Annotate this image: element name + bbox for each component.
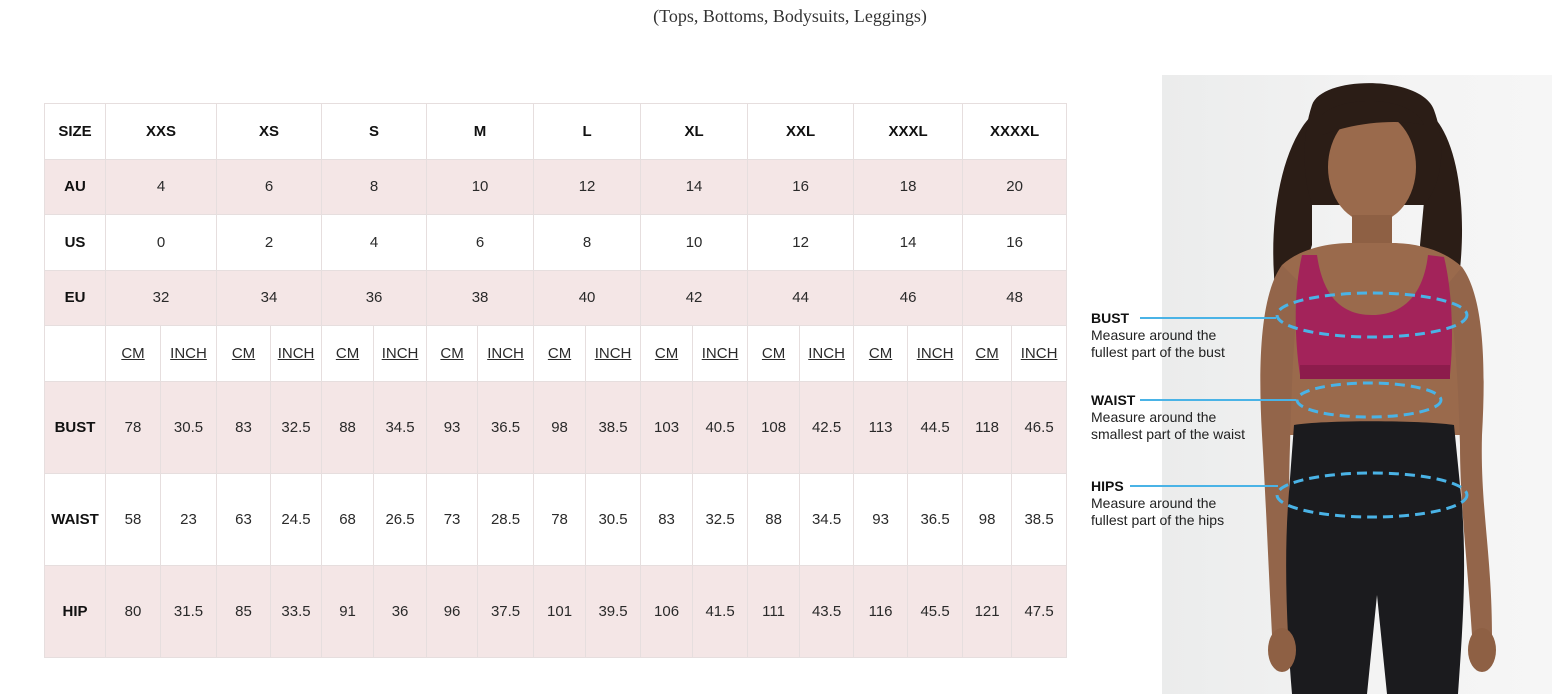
model-photo	[1162, 75, 1552, 694]
table-cell: 8	[534, 215, 641, 271]
table-cell: 34	[217, 270, 322, 326]
table-cell: 96	[427, 565, 478, 657]
table-cell: 106	[641, 565, 693, 657]
row-label: WAIST	[45, 473, 106, 565]
table-cell: 36.5	[908, 473, 963, 565]
table-cell: 6	[427, 215, 534, 271]
table-cell: 116	[854, 565, 908, 657]
bust-row	[45, 381, 1067, 473]
unit-inch: INCH	[1012, 326, 1067, 382]
table-cell: 30.5	[161, 381, 217, 473]
table-cell: 40	[534, 270, 641, 326]
table-cell: 45.5	[908, 565, 963, 657]
waist-leader-line	[1140, 399, 1296, 401]
table-cell: 39.5	[586, 565, 641, 657]
size-label: XS	[217, 104, 322, 160]
table-cell: 108	[748, 381, 800, 473]
unit-inch: INCH	[908, 326, 963, 382]
table-cell: 88	[322, 381, 374, 473]
table-cell: 32	[106, 270, 217, 326]
table-cell: 85	[217, 565, 271, 657]
table-cell: 6	[217, 159, 322, 215]
bust-guide-line1: Measure around the	[1091, 327, 1217, 343]
table-cell: 38.5	[586, 381, 641, 473]
size-corner-label: SIZE	[45, 104, 106, 160]
table-cell: 32.5	[271, 381, 322, 473]
model-figure-illustration	[1162, 75, 1552, 694]
table-cell: 31.5	[161, 565, 217, 657]
table-cell: 10	[641, 215, 748, 271]
row-label: HIP	[45, 565, 106, 657]
table-cell: 46.5	[1012, 381, 1067, 473]
unit-cm: CM	[641, 326, 693, 382]
waist-guide-line2: smallest part of the waist	[1091, 426, 1246, 442]
table-cell: 38	[427, 270, 534, 326]
bust-guide-title: BUST	[1091, 310, 1130, 326]
table-cell: 103	[641, 381, 693, 473]
bust-leader-line	[1140, 317, 1276, 319]
table-cell: 16	[963, 215, 1067, 271]
table-cell: 24.5	[271, 473, 322, 565]
row-label: US	[45, 215, 106, 271]
table-cell: 118	[963, 381, 1012, 473]
unit-inch: INCH	[271, 326, 322, 382]
table-cell: 14	[854, 215, 963, 271]
unit-inch: INCH	[800, 326, 854, 382]
table-cell: 73	[427, 473, 478, 565]
table-cell: 34.5	[374, 381, 427, 473]
unit-cm: CM	[748, 326, 800, 382]
table-cell: 78	[106, 381, 161, 473]
table-cell: 40.5	[693, 381, 748, 473]
table-cell: 83	[641, 473, 693, 565]
table-cell: 101	[534, 565, 586, 657]
table-cell: 78	[534, 473, 586, 565]
unit-cm: CM	[217, 326, 271, 382]
table-cell: 43.5	[800, 565, 854, 657]
bust-guide-line2: fullest part of the bust	[1091, 344, 1225, 360]
table-cell: 47.5	[1012, 565, 1067, 657]
table-cell: 83	[217, 381, 271, 473]
table-cell: 28.5	[478, 473, 534, 565]
table-cell: 37.5	[478, 565, 534, 657]
unit-inch: INCH	[586, 326, 641, 382]
table-cell: 111	[748, 565, 800, 657]
unit-cm: CM	[534, 326, 586, 382]
table-cell: 12	[748, 215, 854, 271]
table-cell: 93	[427, 381, 478, 473]
table-cell: 30.5	[586, 473, 641, 565]
size-label: L	[534, 104, 641, 160]
size-label: XXS	[106, 104, 217, 160]
unit-cm: CM	[854, 326, 908, 382]
size-label: M	[427, 104, 534, 160]
size-header-row	[45, 104, 1067, 160]
table-cell: 58	[106, 473, 161, 565]
waist-guide-title: WAIST	[1091, 392, 1136, 408]
unit-header-row	[45, 326, 1067, 382]
size-label: XL	[641, 104, 748, 160]
hips-guide-line2: fullest part of the hips	[1091, 512, 1225, 528]
table-cell: 14	[641, 159, 748, 215]
empty-cell	[45, 326, 106, 382]
table-cell: 88	[748, 473, 800, 565]
us-size-row	[45, 215, 1067, 271]
table-cell: 41.5	[693, 565, 748, 657]
table-cell: 32.5	[693, 473, 748, 565]
table-cell: 20	[963, 159, 1067, 215]
size-label: S	[322, 104, 427, 160]
table-cell: 113	[854, 381, 908, 473]
table-cell: 98	[963, 473, 1012, 565]
table-cell: 48	[963, 270, 1067, 326]
table-cell: 63	[217, 473, 271, 565]
row-label: BUST	[45, 381, 106, 473]
table-cell: 80	[106, 565, 161, 657]
size-label: XXXL	[854, 104, 963, 160]
unit-inch: INCH	[478, 326, 534, 382]
size-label: XXL	[748, 104, 854, 160]
row-label: AU	[45, 159, 106, 215]
row-label: EU	[45, 270, 106, 326]
chart-subtitle: (Tops, Bottoms, Bodysuits, Leggings)	[653, 6, 927, 26]
table-cell: 16	[748, 159, 854, 215]
au-size-row	[45, 159, 1067, 215]
hip-row	[45, 565, 1067, 657]
unit-inch: INCH	[374, 326, 427, 382]
table-cell: 98	[534, 381, 586, 473]
table-cell: 44	[748, 270, 854, 326]
unit-inch: INCH	[693, 326, 748, 382]
table-cell: 44.5	[908, 381, 963, 473]
table-cell: 18	[854, 159, 963, 215]
table-cell: 34.5	[800, 473, 854, 565]
eu-size-row	[45, 270, 1067, 326]
table-cell: 12	[534, 159, 641, 215]
waist-row	[45, 473, 1067, 565]
table-cell: 91	[322, 565, 374, 657]
waist-guide-line1: Measure around the	[1091, 409, 1217, 425]
hips-guide-line1: Measure around the	[1091, 495, 1217, 511]
size-chart-table	[44, 103, 1067, 658]
table-cell: 93	[854, 473, 908, 565]
unit-inch: INCH	[161, 326, 217, 382]
table-cell: 26.5	[374, 473, 427, 565]
table-cell: 36	[322, 270, 427, 326]
unit-cm: CM	[322, 326, 374, 382]
unit-cm: CM	[963, 326, 1012, 382]
table-cell: 33.5	[271, 565, 322, 657]
unit-cm: CM	[427, 326, 478, 382]
table-cell: 23	[161, 473, 217, 565]
table-cell: 4	[106, 159, 217, 215]
table-cell: 2	[217, 215, 322, 271]
unit-cm: CM	[106, 326, 161, 382]
size-label: XXXXL	[963, 104, 1067, 160]
table-cell: 10	[427, 159, 534, 215]
table-cell: 42.5	[800, 381, 854, 473]
hips-guide-title: HIPS	[1091, 478, 1124, 494]
table-cell: 4	[322, 215, 427, 271]
table-cell: 36	[374, 565, 427, 657]
table-cell: 68	[322, 473, 374, 565]
table-cell: 38.5	[1012, 473, 1067, 565]
table-cell: 46	[854, 270, 963, 326]
table-cell: 8	[322, 159, 427, 215]
table-cell: 121	[963, 565, 1012, 657]
table-cell: 42	[641, 270, 748, 326]
table-cell: 36.5	[478, 381, 534, 473]
hips-leader-line	[1130, 485, 1278, 487]
table-cell: 0	[106, 215, 217, 271]
